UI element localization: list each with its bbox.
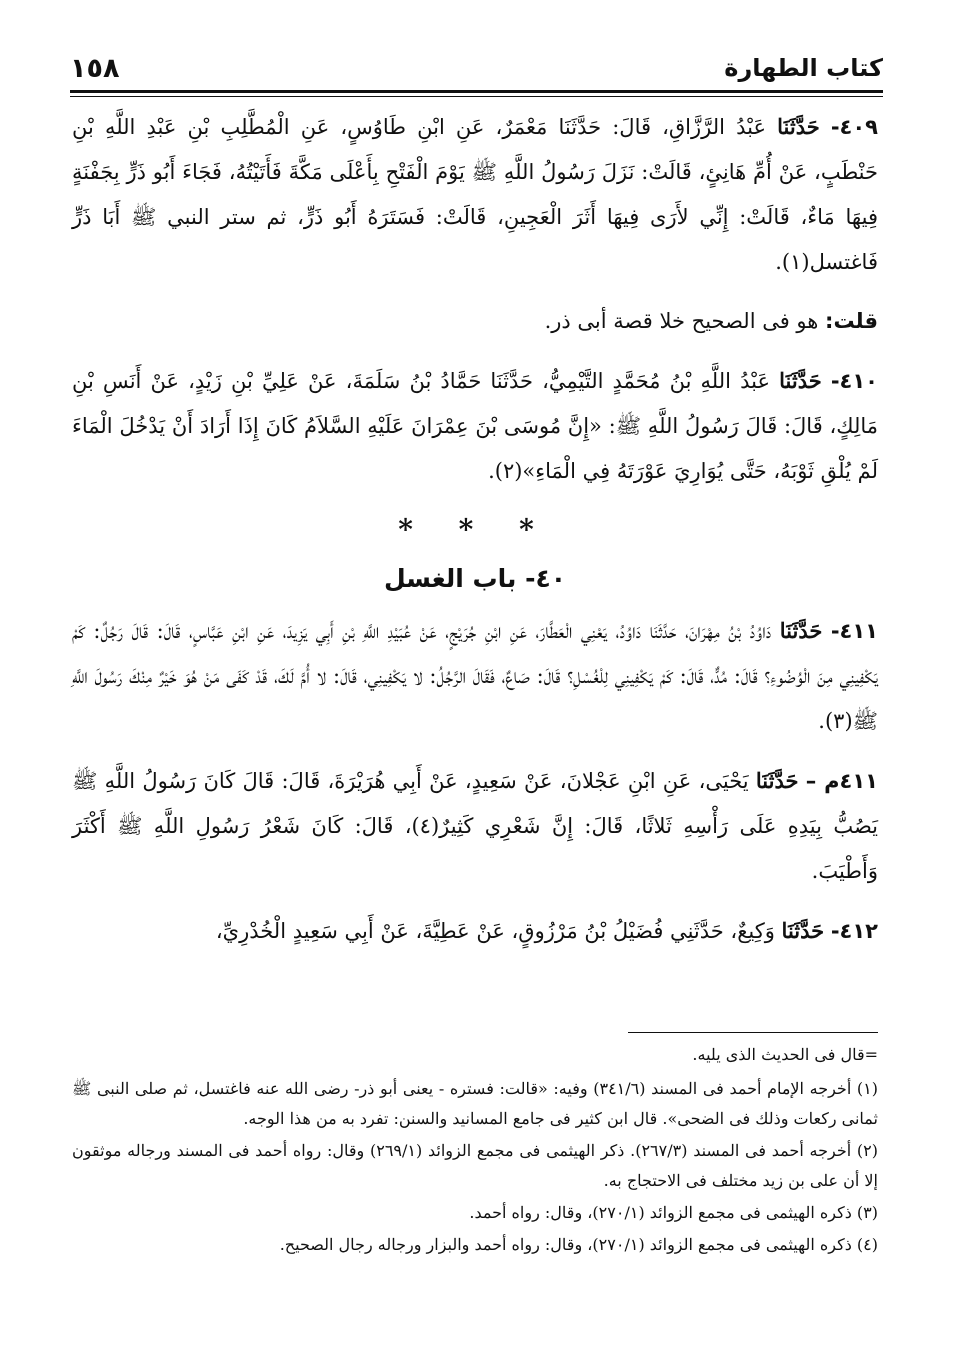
page-number: ١٥٨ bbox=[70, 52, 120, 84]
commentary-text: هو فى الصحيح خلا قصة أبى ذر. bbox=[544, 309, 819, 333]
hadith-number: ٤٠٩- bbox=[830, 115, 878, 139]
hadith-number: ٤١٠- bbox=[830, 369, 878, 393]
footnote-continuation: =قال فى الحديث الذى يليه. bbox=[692, 1045, 878, 1064]
hadith-411m bbox=[72, 758, 878, 894]
footnotes bbox=[72, 1040, 878, 1262]
footnote-rule bbox=[628, 1032, 878, 1033]
page-header bbox=[70, 46, 883, 90]
book-title: كتاب الطهارة bbox=[724, 54, 883, 82]
hadith-text: دَاوُدُ بْنُ مِهْرَانَ، حَدَّثَنَا دَاوُدُ، يَعْنِي الْعَطَّارَ، عَنِ ابْنِ جُرَيْجٍ، عَنْ عُبَيْدِ اللَّهِ بْنِ أَبِي يَزِيدَ، عَنِ ابْنِ عَبَّاسٍ، قَالَ: قَالَ رَجُلٌ: كَمْ يَكْفِينِي مِنَ الْوُضُوءِ؟ قَالَ: مُدٌّ، قَالَ: كَمْ يَكْفِينِي لِلْغُسْلِ؟ قَالَ: صَاعٌ، فَقَالَ الرَّجُلُ: لا يَكْفِينِي، قَالَ: لا أُمَّ لَكَ، قَدْ كَفَى مَنْ هُوَ خَيْرٌ مِنْكَ رَسُولَ اللَّهِ ﷺ(٣). bbox=[72, 619, 878, 733]
hadith-lead: حَدَّثَنَا bbox=[779, 368, 822, 393]
main-text bbox=[72, 104, 878, 968]
hadith-text: عَبْدُ اللَّهِ بْنُ مُحَمَّدٍ التَّيْمِيُّ، حَدَّثَنَا حَمَّادُ بْنُ سَلَمَةَ، عَنْ عَلِيِّ بْنِ زَيْدٍ، عَنْ أَنَسِ بْنِ مَالِكٍ، قَالَ: قَالَ رَسُولُ اللَّهِ ﷺ: «إِنَّ مُوسَى بْنَ عِمْرَانَ عَلَيْهِ السَّلاَمُ كَانَ إِذَا أَرَادَ أَنْ يَدْخُلَ الْمَاءَ لَمْ يُلْقِ ثَوْبَهُ، حَتَّى يُوَارِيَ عَوْرَتَهُ فِي الْمَاءِ»(٢). bbox=[72, 369, 878, 483]
chapter-title: ٤٠- باب الغسل bbox=[383, 564, 567, 593]
commentary bbox=[72, 299, 878, 344]
header-rule-thin bbox=[70, 96, 883, 97]
footnote-3: (٣) ذكره الهيثمى فى مجمع الزوائد (٢٧٠/١)، وقال: رواه أحمد. bbox=[469, 1203, 878, 1222]
hadith-lead: حَدَّثَنَا bbox=[777, 114, 820, 139]
commentary-label: قلت: bbox=[825, 309, 878, 333]
section-separator: * * * bbox=[398, 513, 552, 546]
footnote-1: (١) أخرجه الإمام أحمد فى المسند (٣٤١/٦) وفيه: «قالت: فستره - يعنى أبو ذر- رضى الله عنه فاغتسل، ثم صلى النبى ﷺ ثمانى ركعات وذلك فى الضحى». قال ابن كثير فى جامع المسانيد والسنن: تفرد به من هذا الوجه. bbox=[72, 1079, 878, 1128]
hadith-number: ٤١١- bbox=[830, 619, 878, 643]
footnote-2: (٢) أخرجه أحمد فى المسند (٢٦٧/٣). ذكر الهيثمى فى مجمع الزوائد (٢٦٩/١) وقال: رواه أحمد فى المسند ورجاله موثقون إلا أن على بن زيد مختلف فى الاحتجاج به. bbox=[72, 1141, 878, 1190]
hadith-409 bbox=[72, 104, 878, 285]
hadith-text: يَحْيَى، عَنِ ابْنِ عَجْلانَ، عَنْ سَعِيدٍ، عَنْ أَبِي هُرَيْرَةَ، قَالَ: قَالَ كَانَ رَسُولُ اللَّهِ ﷺ يَصُبُّ بِيَدِهِ عَلَى رَأْسِهِ ثَلاثًا، قَالَ: إِنَّ شَعْرِي كَثِيرٌ(٤)، قَالَ: كَانَ شَعْرُ رَسُولِ اللَّهِ ﷺ أَكْثَرَ وَأَطْيَبَ. bbox=[72, 769, 878, 883]
hadith-lead: حَدَّثَنَا bbox=[779, 618, 823, 643]
hadith-number: ٤١٢- bbox=[830, 919, 878, 943]
hadith-411 bbox=[72, 608, 878, 744]
footnote-4: (٤) ذكره الهيثمى فى مجمع الزوائد (٢٧٠/١)، وقال: رواه أحمد والبزار ورجاله رجال الصحيح. bbox=[279, 1235, 878, 1254]
hadith-text: وَكِيعٌ، حَدَّثَنِي فُضَيْلُ بْنُ مَرْزُوقٍ، عَنْ عَطِيَّةَ، عَنْ أَبِي سَعِيدٍ الْخُدْرِيِّ، bbox=[215, 919, 775, 943]
header-rule bbox=[70, 90, 883, 93]
hadith-lead: حَدَّثَنَا bbox=[781, 918, 825, 943]
hadith-412 bbox=[72, 908, 878, 954]
hadith-number: ٤١١م – bbox=[805, 769, 878, 793]
hadith-text: عَبْدُ الرَّزَّاقِ، قَالَ: حَدَّثَنَا مَعْمَرٌ، عَنِ ابْنِ طَاوُسٍ، عَنِ الْمُطَّلِبِ بْنِ عَبْدِ اللَّهِ بْنِ حَنْطَبٍ، عَنْ أُمِّ هَانِئٍ، قَالَتْ: نَزَلَ رَسُولُ اللَّهِ ﷺ يَوْمَ الْفَتْحِ بِأَعْلَى مَكَّةَ فَأَتَيْتُهُ، فَجَاءَ أَبُو ذَرٍّ بِجَفْنَةٍ فِيهَا مَاءٌ، قَالَتْ: إِنِّي لأَرَى فِيهَا أَثَرَ الْعَجِينِ، قَالَتْ: فَسَتَرَهُ أَبُو ذَرٍّ، ثم ستر النبي ﷺ أَبَا ذَرٍّ فَاغتسل(١). bbox=[72, 115, 878, 274]
hadith-lead: حَدَّثَنَا bbox=[755, 768, 799, 793]
hadith-410 bbox=[72, 358, 878, 494]
